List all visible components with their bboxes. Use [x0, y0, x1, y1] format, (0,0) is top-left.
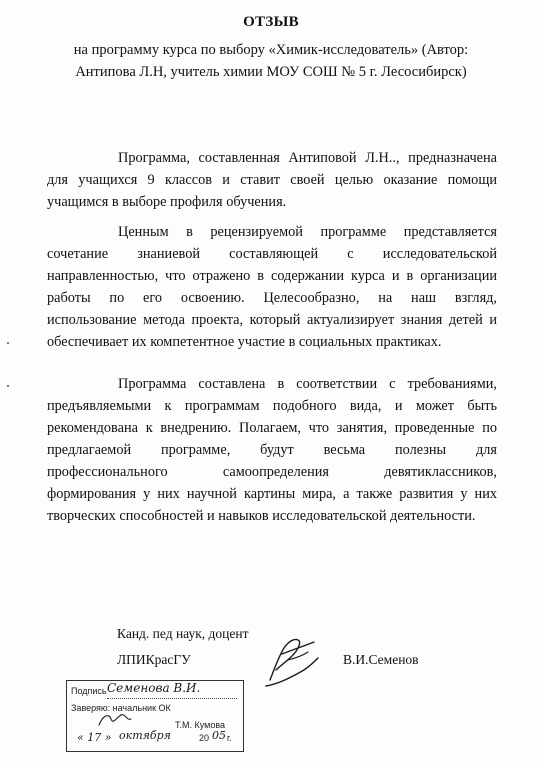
signature-name: В.И.Семенов	[343, 652, 419, 667]
paragraph-2-line: обеспечивает их компетентное участие в социальных практиках.	[47, 334, 442, 350]
stamp-date-day: « 17 »	[77, 731, 112, 744]
paragraph-1	[47, 147, 497, 213]
paragraph-3-line: творческих способностей и навыков исследовательской деятельности.	[47, 508, 476, 524]
paragraph-2-line: работы по его освоению. Целесообразно, на наш взгляд,	[47, 290, 497, 306]
stamp-certify-line: Заверяю: начальник ОК	[71, 703, 171, 713]
paragraph-2-line: использование метода проекта, который актуализирует знания детей и	[47, 312, 497, 328]
stamp-year-prefix: 20	[199, 733, 210, 743]
paragraph-1-line: для учащихся 9 классов и ставит своей целью оказание помощи	[47, 172, 497, 188]
stamp-officer-name: Т.М. Кумова	[175, 720, 226, 730]
stamp-year-handwriting: 05	[212, 729, 226, 742]
paragraph-3-line: предлагаемой программе, будут весьма полезны для	[47, 442, 497, 458]
paragraph-3-line: Программа составлена в соответствии с требованиями,	[118, 376, 497, 392]
stamp-signature-label: Подпись	[71, 686, 107, 696]
paragraph-2-line: сочетание знаниевой составляющей с исследовательской	[47, 246, 497, 262]
document-title: ОТЗЫВ	[243, 14, 299, 30]
paragraph-1-line: учащимся в выборе профиля обучения.	[47, 194, 287, 210]
scan-speck	[7, 342, 9, 344]
scan-speck	[7, 385, 9, 387]
paragraph-3	[47, 373, 497, 527]
signature-degree: Канд. пед наук, доцент	[117, 626, 249, 641]
paragraph-1-line: Программа, составленная Антиповой Л.Н.., предназначена	[118, 150, 497, 166]
paragraph-3-line: профессионального самоопределения девятиклассников,	[47, 464, 497, 480]
handwritten-signature	[248, 630, 328, 690]
stamp-signature-underline	[107, 698, 237, 699]
document-subtitle-line-2: Антипова Л.Н, учитель химии МОУ СОШ № 5 г. Лесосибирск)	[75, 64, 467, 80]
paragraph-2-line: Ценным в рецензируемой программе представляется	[118, 224, 497, 240]
stamp-date-month: октября	[119, 729, 171, 742]
paragraph-3-line: предъявляемыми к программам подобного вида, и может быть	[47, 398, 497, 414]
stamp-scribble	[95, 709, 135, 731]
paragraph-3-line: формирования у них научной картины мира, а также развития у них	[47, 486, 497, 502]
stamp-year-suffix: г.	[227, 733, 232, 743]
paragraph-2-line: направленностью, что отражено в содержании курса и в организации	[47, 268, 497, 284]
stamp-signature-handwriting: Семенова В.И.	[107, 681, 201, 695]
signature-institution: ЛПИКрасГУ	[117, 652, 191, 667]
paragraph-3-line: рекомендована к внедрению. Полагаем, что занятия, проведенные по	[47, 420, 497, 436]
certification-stamp	[66, 680, 244, 752]
document-subtitle-line-1: на программу курса по выбору «Химик-исследователь» (Автор:	[73, 42, 469, 58]
paragraph-2	[47, 221, 497, 353]
